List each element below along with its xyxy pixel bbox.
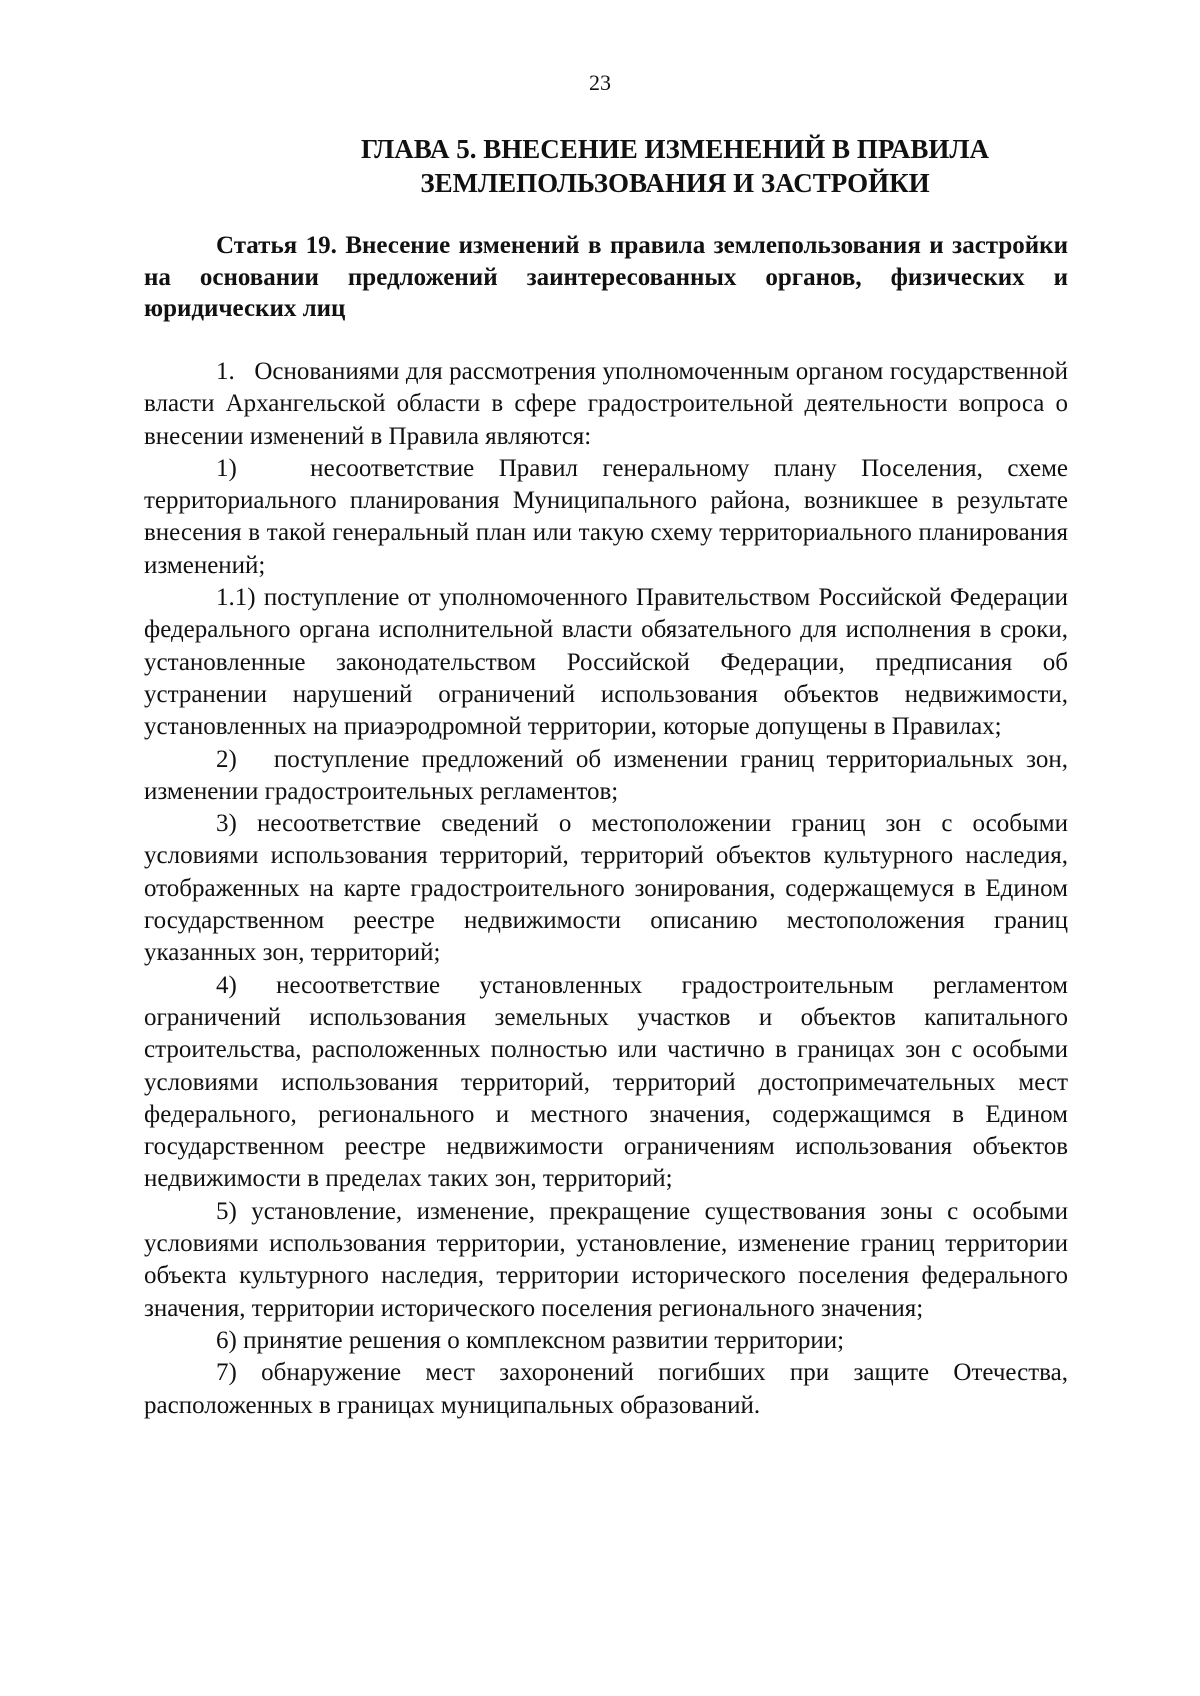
- list-item-2: 2) поступление предложений об изменении границ территориальных зон, изменении градостроительных регламентов;: [144, 745, 1068, 805]
- article-heading: Статья 19. Внесение изменений в правила землепользования и застройки на основании предложений заинтересованных органов, физических и юридических лиц: [144, 232, 1068, 322]
- chapter-title-line-2: ЗЕМЛЕПОЛЬЗОВАНИЯ И ЗАСТРОЙКИ: [420, 168, 930, 198]
- list-item-1: 1) несоответствие Правил генеральному плану Поселения, схеме территориального планирования Муниципального района, возникшее в результате внесения в такой генеральный план или такую схему территориального планирования изменений;: [144, 454, 1068, 579]
- list-item-6: 6) принятие решения о комплексном развитии территории;: [216, 1326, 845, 1354]
- chapter-title-line-1: ГЛАВА 5. ВНЕСЕНИЕ ИЗМЕНЕНИЙ В ПРАВИЛА: [360, 134, 989, 164]
- chapter-title: [300, 132, 1050, 200]
- paragraph-1: 1. Основаниями для рассмотрения уполномоченным органом государственной власти Архангельской области в сфере градостроительной деятельности вопроса о внесении изменений в Правила являются:: [144, 358, 1068, 450]
- page-number: 23: [589, 70, 611, 95]
- list-item-4: 4) несоответствие установленных градостроительным регламентом ограничений использования земельных участков и объектов капитального строительства, расположенных полностью или частично в границах зон с особыми условиями использования территорий, территорий достопримечательных мест федерального, регионального и местного значения, содержащимся в Едином государственном реестре недвижимости ограничениям использования объектов недвижимости в пределах таких зон, территорий;: [144, 971, 1068, 1193]
- list-item-1-1: 1.1) поступление от уполномоченного Правительством Российской Федерации федерального органа исполнительной власти обязательного для исполнения в сроки, установленные законодательством Российской Федерации, предписания об устранении нарушений ограничений использования объектов недвижимости, установленных на приаэродромной территории, которые допущены в Правилах;: [144, 584, 1068, 741]
- article-body: [144, 356, 1068, 1422]
- list-item-7: 7) обнаружение мест захоронений погибших при защите Отечества, расположенных в границах муниципальных образований.: [144, 1359, 1068, 1419]
- list-item-3: 3) несоответствие сведений о местоположении границ зон с особыми условиями использования территорий, территорий объектов культурного наследия, отображенных на карте градостроительного зонирования, содержащемуся в Едином государственном реестре недвижимости описанию местоположения границ указанных зон, территорий;: [144, 810, 1068, 967]
- list-item-5: 5) установление, изменение, прекращение существования зоны с особыми условиями использования территории, установление, изменение границ территории объекта культурного наследия, территории исторического поселения федерального значения, территории исторического поселения регионального значения;: [144, 1197, 1068, 1322]
